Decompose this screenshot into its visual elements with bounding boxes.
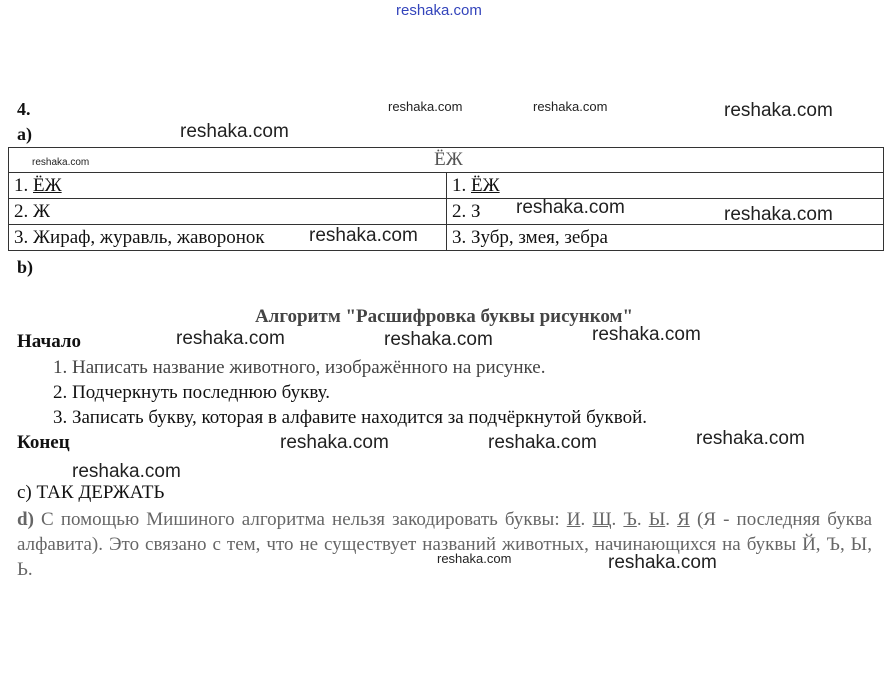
table-cell: 3. Зубр, змея, зебра: [447, 225, 884, 251]
watermark: reshaka.com: [724, 204, 833, 225]
table-cell: 1. ЁЖ: [447, 173, 884, 199]
letter: И: [566, 509, 581, 530]
watermark: reshaka.com: [437, 551, 512, 566]
table-cell: 2. Ж: [9, 199, 447, 225]
algorithm-end: Конец: [17, 432, 70, 453]
part-c-answer: c) ТАК ДЕРЖАТЬ: [17, 482, 165, 503]
part-a-label: а): [17, 124, 32, 144]
part-b-label: b): [17, 257, 34, 277]
part-d-answer: d) С помощью Мишиного алгоритма нельзя закодировать буквы: И. Щ. Ъ. Ы. Я (Я - последняя буква алфавита). Это связано с тем, что не существует названий животных, начинающихся на буквы Й, Ъ, Ы, Ь.: [17, 509, 873, 580]
watermark: reshaka.com: [72, 461, 181, 482]
letter: Ы: [648, 509, 666, 530]
part-d-text-1: С помощью Мишиного алгоритма нельзя закодировать буквы:: [41, 509, 560, 530]
task-number: 4.: [17, 99, 31, 119]
watermark: reshaka.com: [280, 432, 389, 453]
table-row: [9, 173, 884, 199]
watermark: reshaka.com: [608, 552, 717, 573]
watermark: reshaka.com: [488, 432, 597, 453]
table-cell: 2. З: [447, 199, 884, 225]
watermark: reshaka.com: [384, 329, 493, 350]
letters-table: [8, 147, 884, 251]
algorithm-step-2: 2. Подчеркнуть последнюю букву.: [53, 382, 331, 403]
algorithm-start: Начало: [17, 331, 82, 352]
table-header-cell: ЁЖ: [9, 148, 884, 173]
algorithm-step-1: 1. Написать название животного, изображённого на рисунке.: [53, 357, 546, 378]
watermark-top[interactable]: reshaka.com: [396, 2, 482, 19]
letter: Ъ: [623, 509, 637, 530]
watermark: reshaka.com: [533, 99, 608, 114]
letter: Щ: [592, 509, 612, 530]
table-header-row: [9, 148, 884, 173]
watermark: reshaka.com: [724, 100, 833, 121]
watermark: reshaka.com: [309, 225, 418, 246]
watermark: reshaka.com: [696, 428, 805, 449]
watermark: reshaka.com: [516, 197, 625, 218]
table-cell: 1. ЁЖ: [9, 173, 447, 199]
watermark: reshaka.com: [388, 99, 463, 114]
algorithm-title: Алгоритм "Расшифровка буквы рисунком": [254, 306, 634, 327]
table-row: [9, 225, 884, 251]
watermark: reshaka.com: [176, 328, 285, 349]
watermark: reshaka.com: [32, 157, 90, 168]
part-d-text-2: (Я - последняя буква алфавита). Это связано с тем, что не существует названий животных, начинающихся на буквы Й, Ъ, Ы, Ь.: [17, 509, 873, 580]
letter: Я: [677, 509, 690, 530]
algorithm-step-3: 3. Записать букву, которая в алфавите находится за подчёркнутой буквой.: [53, 407, 648, 428]
watermark: reshaka.com: [180, 121, 289, 142]
table-cell: 3. Жираф, журавль, жаворонок: [9, 225, 447, 251]
part-d-label: d): [17, 509, 34, 530]
watermark: reshaka.com: [592, 324, 701, 345]
